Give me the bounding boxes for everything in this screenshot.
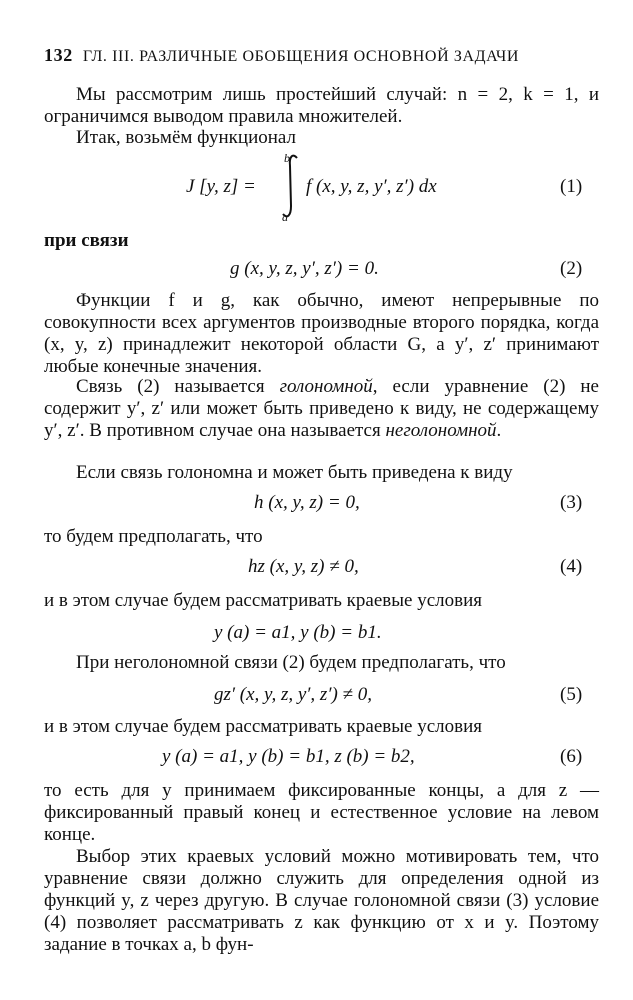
paragraph-assume: то будем предполагать, что (44, 526, 263, 547)
eq4-condition: hz (x, y, z) ≠ 0, (248, 556, 359, 577)
holonomic-text-c: . (496, 420, 502, 441)
eq6-boundary-conditions: y (a) = a1, y (b) = b1, z (b) = b2, (162, 746, 415, 767)
paragraph-nonholonomic-assume: При неголономной связи (2) будем предполагать, что (76, 652, 506, 673)
term-nonholonomic: неголономной (385, 420, 497, 441)
eq5-number: (5) (560, 684, 583, 705)
paragraph-constraint-label: при связи (44, 230, 129, 251)
running-title: ГЛ. III. РАЗЛИЧНЫЕ ОБОБЩЕНИЯ ОСНОВНОЙ ЗАДАЧИ (82, 48, 520, 65)
eq6-number: (6) (560, 746, 583, 767)
paragraph-holonomic-form: Если связь голономна и может быть приведена к виду (76, 462, 513, 483)
paragraph-holonomic-definition (44, 376, 599, 442)
paragraph-boundary-1: и в этом случае будем рассматривать краевые условия (44, 590, 482, 611)
eq1-lhs: J [y, z] = (186, 176, 256, 197)
eq1-lower-limit: a (282, 210, 288, 224)
holonomic-text-b: , если уравнение (2) не содержит y′, z′ или может быть приведено к виду, не содержащему y′, z′. В противном случае она называется (44, 376, 599, 441)
term-holonomic: голономной (279, 376, 373, 397)
boundary-conditions-holonomic: y (a) = a1, y (b) = b1. (214, 622, 382, 643)
eq3-holonomic: h (x, y, z) = 0, (254, 492, 360, 513)
paragraph-functions: Функции f и g, как обычно, имеют непрерывные по совокупности всех аргументов производные второго порядка, когда (x, y, z) принадлежит некоторой области G, а y′, z′ принимают любые конечные значения. (44, 290, 599, 377)
eq4-number: (4) (560, 556, 583, 577)
page-number: 132 (44, 45, 73, 65)
eq2-number: (2) (560, 258, 583, 279)
eq2-constraint: g (x, y, z, y′, z′) = 0. (230, 258, 379, 279)
paragraph-endpoints: то есть для y принимаем фиксированные концы, а для z — фиксированный правый конец и естественное условие на левом конце. (44, 780, 599, 845)
holonomic-text-a: Связь (2) называется (76, 376, 280, 397)
paragraph-intro: Мы рассмотрим лишь простейший случай: n = 2, k = 1, и ограничимся выводом правила множителей. (44, 84, 599, 127)
eq5-condition: gz′ (x, y, z, y′, z′) ≠ 0, (214, 684, 372, 705)
eq1-integrand: f (x, y, z, y′, z′) dx (306, 176, 437, 197)
running-header (44, 44, 519, 68)
eq1-upper-limit: b (284, 151, 290, 165)
eq1-number: (1) (560, 176, 583, 197)
paragraph-functional-intro: Итак, возьмём функционал (76, 127, 296, 148)
paragraph-boundary-2: и в этом случае будем рассматривать краевые условия (44, 716, 482, 737)
paragraph-motivation: Выбор этих краевых условий можно мотивировать тем, что уравнение связи должно служить для определения одной из функций y, z через другую. В случае голономной связи (3) условие (4) позволяет рассматривать z как функцию от x и y. Поэтому задание в точках a, b фун- (44, 846, 599, 955)
eq3-number: (3) (560, 492, 583, 513)
